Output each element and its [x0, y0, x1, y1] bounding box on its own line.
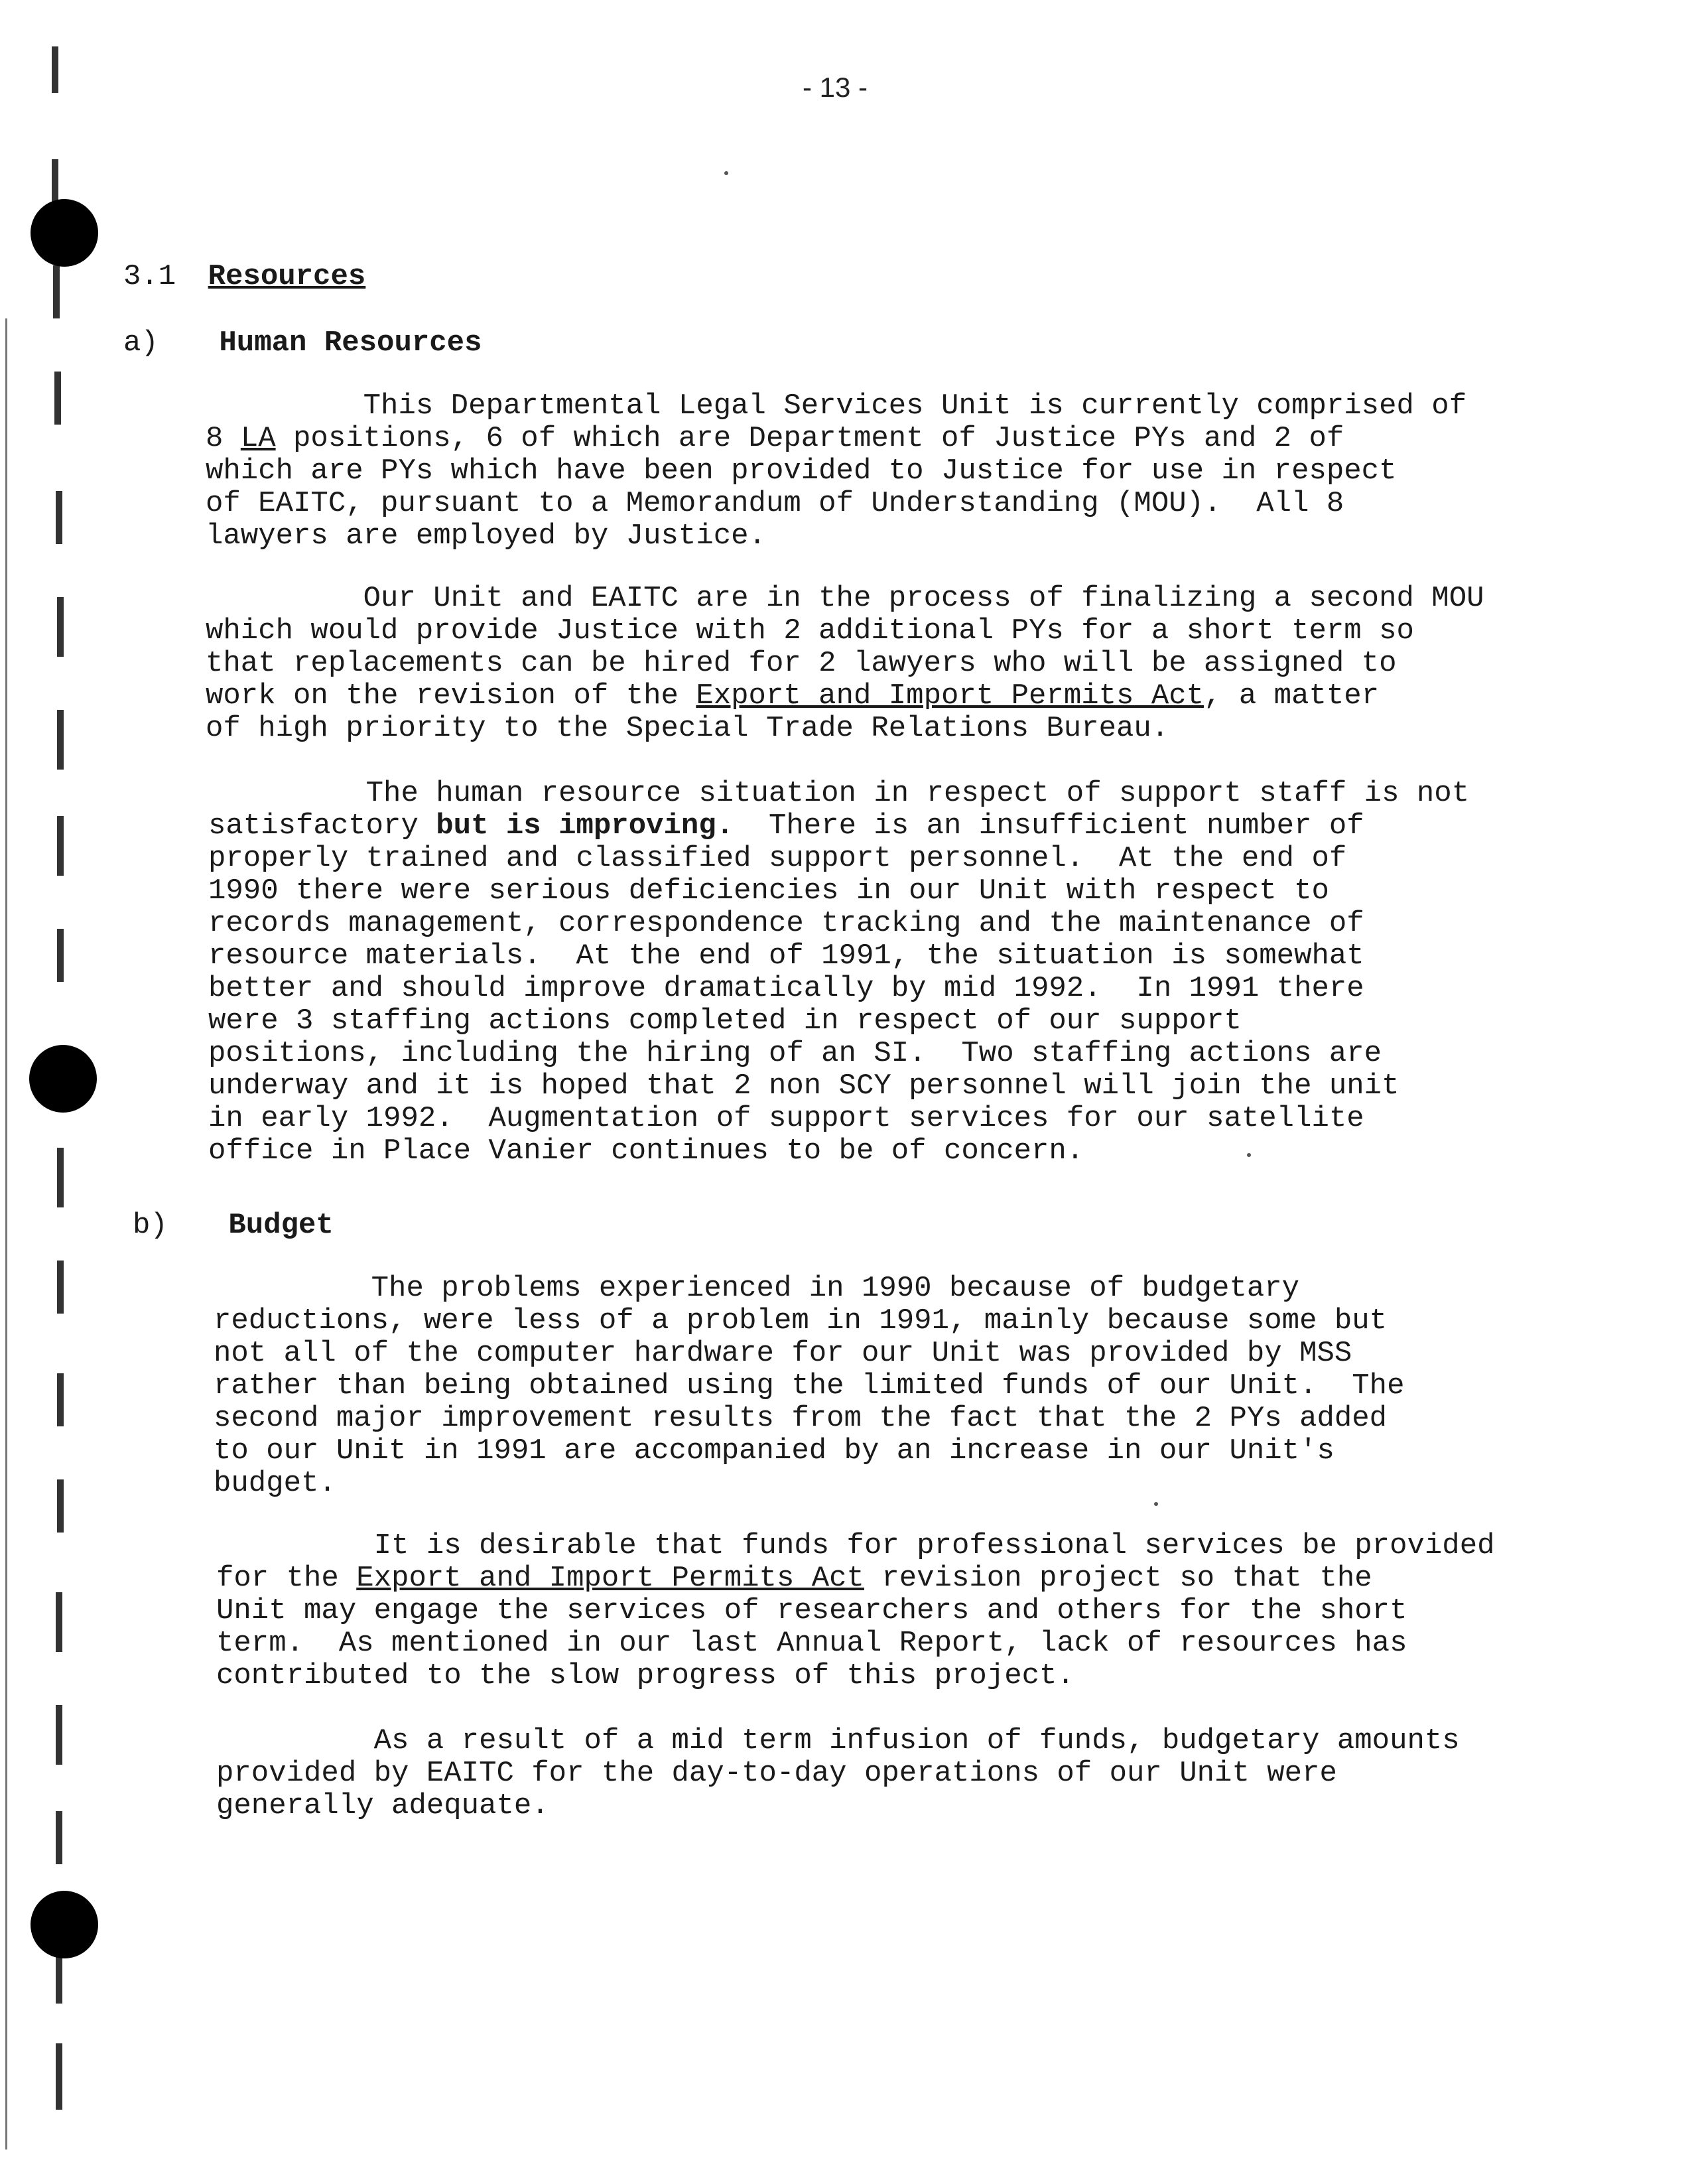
subsection-a-marker: a) [123, 326, 159, 360]
binding-mark [56, 2043, 62, 2110]
text-line: 8 LA positions, 6 of which are Department of Justice PYs and 2 of [206, 422, 1344, 455]
text-line: in early 1992. Augmentation of support services for our satellite [208, 1102, 1364, 1135]
text-line: that replacements can be hired for 2 lawyers who will be assigned to [206, 647, 1397, 680]
binding-mark [53, 265, 60, 318]
text-line: 1990 there were serious deficiencies in our Unit with respect to [208, 874, 1329, 908]
text-line: provided by EAITC for the day-to-day operations of our Unit were [216, 1757, 1337, 1790]
text-line: The problems experienced in 1990 because of budgetary [214, 1272, 1300, 1305]
binding-mark [57, 1373, 64, 1426]
binding-mark [57, 597, 64, 657]
text-line: resource materials. At the end of 1991, the situation is somewhat [208, 939, 1364, 973]
text-line: to our Unit in 1991 are accompanied by an increase in our Unit's [214, 1434, 1334, 1467]
text-line: second major improvement results from the fact that the 2 PYs added [214, 1402, 1388, 1435]
text-line: generally adequate. [216, 1789, 549, 1822]
text-line: budget. [214, 1467, 336, 1500]
text-line: which are PYs which have been provided to Justice for use in respect [206, 454, 1397, 488]
paragraph [206, 582, 1484, 745]
text-line: Unit may engage the services of researchers and others for the short [216, 1594, 1407, 1627]
binder-hole-bottom [31, 1891, 98, 1958]
text-line: As a result of a mid term infusion of funds, budgetary amounts [216, 1724, 1460, 1757]
text-line: better and should improve dramatically by mid 1992. In 1991 there [208, 972, 1364, 1005]
subsection-b-heading [133, 1209, 334, 1242]
text-line: properly trained and classified support personnel. At the end of [208, 842, 1347, 875]
text-line: term. As mentioned in our last Annual Report, lack of resources has [216, 1627, 1407, 1660]
binding-mark [57, 1148, 64, 1207]
binding-edge-line [5, 318, 7, 2150]
binding-mark [57, 1479, 64, 1533]
subsection-a-label: Human Resources [219, 326, 482, 360]
binding-mark [52, 46, 58, 93]
text-line: were 3 staffing actions completed in respect of our support [208, 1004, 1242, 1038]
paragraph [216, 1530, 1495, 1692]
text-line: reductions, were less of a problem in 1991, mainly because some but [214, 1304, 1388, 1337]
section-heading [123, 260, 365, 293]
paragraph [214, 1272, 1405, 1500]
binding-mark [54, 372, 61, 425]
page-number: - 13 - [803, 72, 868, 103]
underlined-term-act: Export and Import Permits Act [356, 1562, 864, 1595]
text-line: for the Export and Import Permits Act revision project so that the [216, 1562, 1372, 1595]
underlined-term-act: Export and Import Permits Act [696, 679, 1204, 713]
text-line: positions, including the hiring of an SI. Two staffing actions are [208, 1037, 1382, 1070]
subsection-a-heading [123, 326, 482, 360]
text-line: satisfactory but is improving. There is an insufficient number of [208, 809, 1364, 843]
binding-mark [57, 1261, 64, 1314]
bold-phrase: but is improving. [436, 809, 734, 843]
text-line: lawyers are employed by Justice. [206, 519, 766, 553]
text-line: This Departmental Legal Services Unit is currently comprised of [206, 389, 1467, 423]
paragraph [216, 1725, 1460, 1822]
binding-mark [56, 491, 62, 544]
text-line: which would provide Justice with 2 additional PYs for a short term so [206, 614, 1414, 648]
text-line: of EAITC, pursuant to a Memorandum of Understanding (MOU). All 8 [206, 487, 1344, 520]
scan-speck [1154, 1502, 1158, 1506]
binder-hole-top [31, 199, 98, 267]
text-line: of high priority to the Special Trade Relations Bureau. [206, 712, 1169, 745]
binding-mark [57, 929, 64, 982]
section-title: Resources [208, 260, 366, 293]
text-line: It is desirable that funds for professional services be provided [216, 1529, 1495, 1562]
text-line: not all of the computer hardware for our Unit was provided by MSS [214, 1337, 1352, 1370]
text-line: underway and it is hoped that 2 non SCY personnel will join the unit [208, 1069, 1399, 1103]
text-line: work on the revision of the Export and Import Permits Act, a matter [206, 679, 1380, 713]
binding-mark [56, 1811, 62, 1864]
binder-hole-middle [29, 1045, 97, 1113]
binding-mark [56, 1592, 62, 1652]
subsection-b-label: Budget [228, 1209, 334, 1242]
text-line: Our Unit and EAITC are in the process of finalizing a second MOU [206, 582, 1484, 615]
text-line: records management, correspondence tracking and the maintenance of [208, 907, 1364, 940]
text-line: rather than being obtained using the limited funds of our Unit. The [214, 1369, 1405, 1402]
binding-mark [57, 710, 64, 770]
binding-mark [57, 816, 64, 876]
text-line: office in Place Vanier continues to be of concern. [208, 1134, 1084, 1168]
subsection-b-marker: b) [133, 1209, 168, 1242]
paragraph [208, 778, 1469, 1168]
binding-mark [56, 1705, 62, 1765]
text-line: contributed to the slow progress of this project. [216, 1659, 1074, 1692]
binding-mark [56, 1950, 62, 2004]
underlined-term-la: LA [240, 422, 276, 455]
text-line: The human resource situation in respect of support staff is not [208, 777, 1470, 810]
scan-speck [724, 171, 728, 175]
paragraph [206, 390, 1466, 553]
section-number: 3.1 [123, 260, 176, 293]
